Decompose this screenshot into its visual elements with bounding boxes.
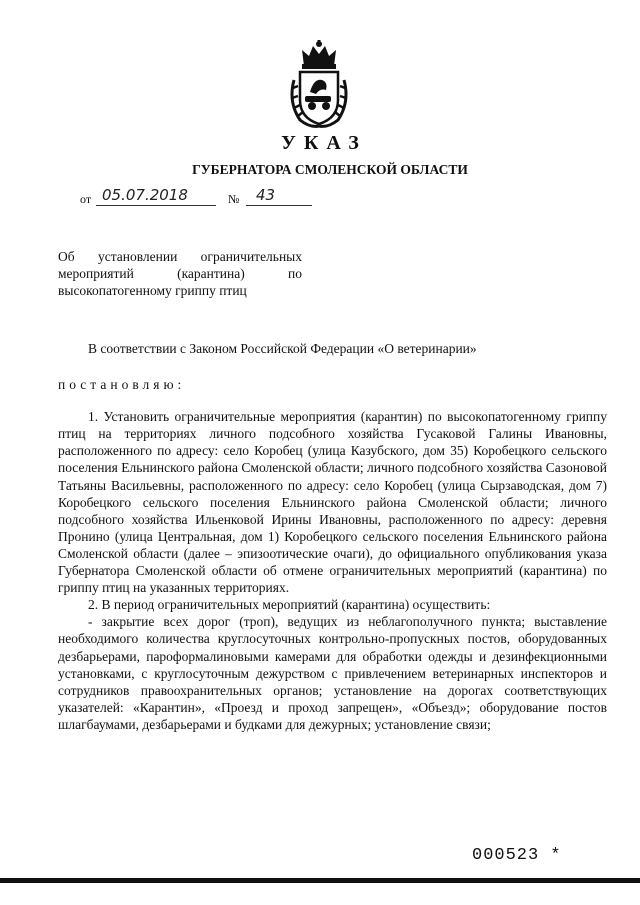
legal-basis: В соответствии с Законом Российской Федерации «О ветеринарии» — [88, 341, 477, 356]
document-subtitle: ГУБЕРНАТОРА СМОЛЕНСКОЙ ОБЛАСТИ — [192, 162, 468, 177]
date-prefix: от — [80, 192, 92, 206]
number-prefix: № — [228, 192, 240, 206]
number-value: 43 — [256, 186, 276, 204]
document-serial-number: 000523 * — [472, 846, 562, 865]
footer-rule — [0, 878, 640, 883]
document-heading — [58, 248, 302, 299]
number-underline — [246, 205, 312, 206]
date-underline — [96, 205, 216, 206]
paragraph-3: - закрытие всех дорог (троп), ведущих из неблагополучного пункта; выставление необходимого количества круглосуточных контрольно-пропускных постов, оборудованных дезбарьерами, пароформалиновыми камерами для обработки одежды и дезинфекционными установками, с круглосуточным дежурством с привлечением ветеринарных инспекторов и сотрудников правоохранительных органов; установление на дорогах соответствующих указателей: «Карантин», «Проезд и проход запрещен», «Объезд»; оборудование постов шлагбаумами, дезбарьерами и будками для дежурных; установление связи; — [58, 614, 607, 732]
smolensk-coat-of-arms-icon — [288, 40, 350, 128]
heading-line: высокопатогенному гриппу птиц — [58, 283, 247, 298]
document-body — [58, 340, 607, 733]
decree-word: постановляю: — [58, 377, 186, 393]
paragraph-2: 2. В период ограничительных мероприятий (карантина) осуществить: — [88, 597, 491, 613]
heading-line: Об установлении ограничительных — [58, 249, 302, 264]
date-number-line — [80, 186, 320, 208]
heading-line: мероприятий (карантина) по — [58, 266, 302, 281]
document-title: УКАЗ — [281, 132, 367, 154]
paragraph-1: 1. Установить ограничительные мероприятия (карантин) по высокопатогенному гриппу птиц на территориях личного подсобного хозяйства Гусаковой Галины Ивановны, расположенного по адресу: село Коробец (улица Казубского, дом 35) Коробецкого сельского поселения Ельнинского района Смоленской области; личного подсобного хозяйства Сазоновой Татьяны Васильевны, расположенного по адресу: село Коробец (улица Сырзаводская, дом 7) Коробецкого сельского поселения Ельнинского района Смоленской области; личного подсобного хозяйства Ильенковой Ирины Ивановны, расположенного по адресу: деревня Пронино (улица Центральная, дом 1) Коробецкого сельского поселения Ельнинского района Смоленской области (далее – эпизоотические очаги), до официального опубликования указа Губернатора Смоленской области об отмене ограничительных мероприятий (карантина) по гриппу птиц на указанных территориях. — [58, 409, 607, 596]
date-value: 05.07.2018 — [102, 186, 188, 204]
